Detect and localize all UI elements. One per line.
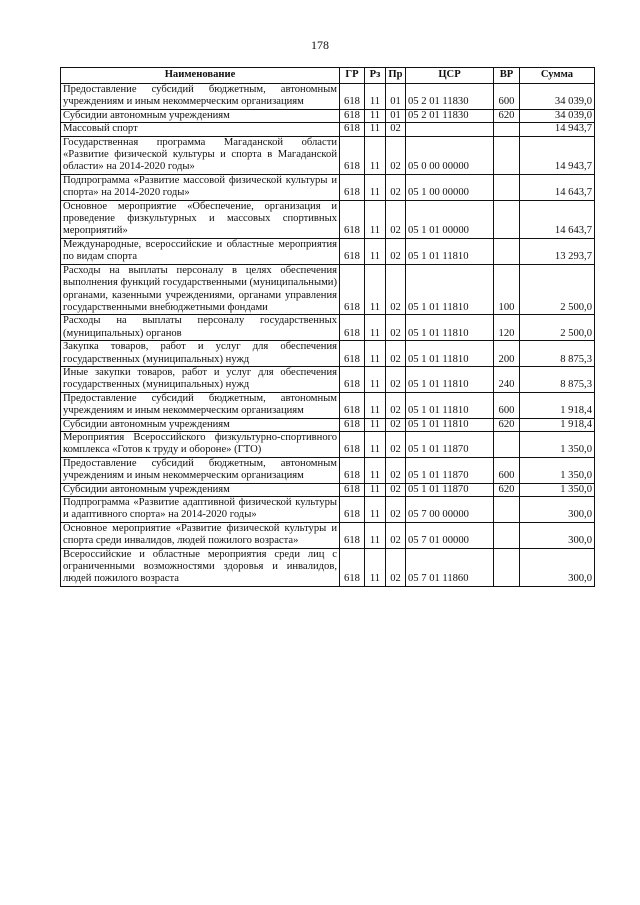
row-csr: 05 7 01 00000 <box>406 522 494 548</box>
row-pr: 01 <box>386 109 406 122</box>
table-row <box>61 84 595 110</box>
row-csr: 05 1 01 11810 <box>406 392 494 418</box>
row-pr: 02 <box>386 497 406 523</box>
row-csr: 05 1 01 11810 <box>406 238 494 264</box>
row-sum: 34 039,0 <box>520 84 595 110</box>
table-row <box>61 123 595 136</box>
row-gr: 618 <box>340 341 365 367</box>
row-rz: 11 <box>365 264 386 315</box>
header-sum: Сумма <box>520 68 595 84</box>
row-csr: 05 1 01 00000 <box>406 200 494 238</box>
row-pr: 02 <box>386 457 406 483</box>
row-name: Международные, всероссийские и областные мероприятия по видам спорта <box>61 238 340 264</box>
row-csr: 05 1 01 11870 <box>406 483 494 496</box>
row-sum: 8 875,3 <box>520 341 595 367</box>
row-vr: 200 <box>494 341 520 367</box>
row-name: Основное мероприятие «Развитие физической культуры и спорта среди инвалидов, людей пожилого возраста» <box>61 522 340 548</box>
row-gr: 618 <box>340 431 365 457</box>
row-rz: 11 <box>365 522 386 548</box>
row-rz: 11 <box>365 418 386 431</box>
row-rz: 11 <box>365 174 386 200</box>
row-sum: 1 918,4 <box>520 392 595 418</box>
row-pr: 02 <box>386 136 406 174</box>
row-name: Подпрограмма «Развитие адаптивной физической культуры и адаптивного спорта» на 2014-2020 годы» <box>61 497 340 523</box>
table-body <box>61 84 595 587</box>
row-pr: 02 <box>386 238 406 264</box>
table-row <box>61 109 595 122</box>
table-row <box>61 136 595 174</box>
row-vr: 120 <box>494 315 520 341</box>
table-row <box>61 341 595 367</box>
row-csr: 05 1 01 11810 <box>406 264 494 315</box>
row-sum: 300,0 <box>520 497 595 523</box>
row-csr <box>406 123 494 136</box>
row-csr: 05 1 01 11810 <box>406 315 494 341</box>
row-csr: 05 2 01 11830 <box>406 84 494 110</box>
row-pr: 02 <box>386 174 406 200</box>
row-vr: 600 <box>494 457 520 483</box>
row-name: Расходы на выплаты персоналу в целях обеспечения выполнения функций государственными (муниципальными) органами, казенными учреждениями, органами управления государственными внебюджетными фондами <box>61 264 340 315</box>
table-row <box>61 315 595 341</box>
row-name: Предоставление субсидий бюджетным, автономным учреждениям и иным некоммерческим организациям <box>61 84 340 110</box>
row-csr: 05 1 01 11810 <box>406 418 494 431</box>
row-gr: 618 <box>340 174 365 200</box>
row-pr: 02 <box>386 522 406 548</box>
table-row <box>61 483 595 496</box>
row-pr: 02 <box>386 123 406 136</box>
header-gr: ГР <box>340 68 365 84</box>
header-csr: ЦСР <box>406 68 494 84</box>
row-name: Основное мероприятие «Обеспечение, организация и проведение физкультурных и массовых спортивных мероприятий» <box>61 200 340 238</box>
row-pr: 02 <box>386 264 406 315</box>
row-gr: 618 <box>340 84 365 110</box>
row-name: Расходы на выплаты персоналу государственных (муниципальных) органов <box>61 315 340 341</box>
table-row <box>61 457 595 483</box>
row-gr: 618 <box>340 366 365 392</box>
row-vr <box>494 136 520 174</box>
row-vr: 100 <box>494 264 520 315</box>
row-rz: 11 <box>365 238 386 264</box>
row-name: Субсидии автономным учреждениям <box>61 418 340 431</box>
table-row <box>61 238 595 264</box>
row-sum: 1 350,0 <box>520 483 595 496</box>
row-pr: 02 <box>386 431 406 457</box>
row-gr: 618 <box>340 136 365 174</box>
row-gr: 618 <box>340 497 365 523</box>
row-vr: 240 <box>494 366 520 392</box>
table-row <box>61 431 595 457</box>
row-vr <box>494 123 520 136</box>
row-name: Субсидии автономным учреждениям <box>61 483 340 496</box>
row-sum: 2 500,0 <box>520 264 595 315</box>
row-pr: 02 <box>386 315 406 341</box>
row-gr: 618 <box>340 457 365 483</box>
row-gr: 618 <box>340 483 365 496</box>
header-pr: Пр <box>386 68 406 84</box>
row-sum: 14 643,7 <box>520 200 595 238</box>
row-vr: 620 <box>494 418 520 431</box>
header-rz: Рз <box>365 68 386 84</box>
row-gr: 618 <box>340 522 365 548</box>
row-csr: 05 7 00 00000 <box>406 497 494 523</box>
table-row <box>61 366 595 392</box>
table-row <box>61 418 595 431</box>
page-number: 178 <box>311 38 329 52</box>
row-gr: 618 <box>340 238 365 264</box>
row-gr: 618 <box>340 548 365 586</box>
table-row <box>61 264 595 315</box>
row-vr <box>494 238 520 264</box>
row-vr <box>494 200 520 238</box>
row-sum: 300,0 <box>520 548 595 586</box>
row-name: Закупка товаров, работ и услуг для обеспечения государственных (муниципальных) нужд <box>61 341 340 367</box>
row-pr: 02 <box>386 366 406 392</box>
row-pr: 02 <box>386 418 406 431</box>
row-gr: 618 <box>340 418 365 431</box>
header-name: Наименование <box>61 68 340 84</box>
row-name: Предоставление субсидий бюджетным, автономным учреждениям и иным некоммерческим организациям <box>61 392 340 418</box>
row-rz: 11 <box>365 315 386 341</box>
row-name: Всероссийские и областные мероприятия среди лиц с ограниченными возможностями здоровья и инвалидов, людей пожилого возраста <box>61 548 340 586</box>
row-gr: 618 <box>340 264 365 315</box>
row-sum: 1 350,0 <box>520 457 595 483</box>
row-rz: 11 <box>365 123 386 136</box>
row-name: Иные закупки товаров, работ и услуг для обеспечения государственных (муниципальных) нужд <box>61 366 340 392</box>
row-rz: 11 <box>365 548 386 586</box>
row-name: Подпрограмма «Развитие массовой физической культуры и спорта» на 2014-2020 годы» <box>61 174 340 200</box>
row-vr: 600 <box>494 84 520 110</box>
row-csr: 05 0 00 00000 <box>406 136 494 174</box>
row-name: Государственная программа Магаданской области «Развитие физической культуры и спорта в Магаданской области» на 2014-2020 годы» <box>61 136 340 174</box>
table-row <box>61 497 595 523</box>
row-vr <box>494 522 520 548</box>
row-sum: 14 643,7 <box>520 174 595 200</box>
row-rz: 11 <box>365 84 386 110</box>
row-name: Массовый спорт <box>61 123 340 136</box>
row-gr: 618 <box>340 123 365 136</box>
row-sum: 1 918,4 <box>520 418 595 431</box>
row-csr: 05 1 00 00000 <box>406 174 494 200</box>
table-row <box>61 522 595 548</box>
row-gr: 618 <box>340 109 365 122</box>
row-rz: 11 <box>365 457 386 483</box>
header-vr: ВР <box>494 68 520 84</box>
row-sum: 1 350,0 <box>520 431 595 457</box>
row-name: Субсидии автономным учреждениям <box>61 109 340 122</box>
row-vr <box>494 431 520 457</box>
row-sum: 8 875,3 <box>520 366 595 392</box>
row-sum: 2 500,0 <box>520 315 595 341</box>
row-rz: 11 <box>365 392 386 418</box>
row-vr: 620 <box>494 483 520 496</box>
row-csr: 05 1 01 11870 <box>406 431 494 457</box>
row-vr <box>494 497 520 523</box>
row-vr: 620 <box>494 109 520 122</box>
row-csr: 05 2 01 11830 <box>406 109 494 122</box>
table-header-row <box>61 68 595 84</box>
row-rz: 11 <box>365 200 386 238</box>
row-csr: 05 1 01 11810 <box>406 366 494 392</box>
row-sum: 13 293,7 <box>520 238 595 264</box>
row-pr: 02 <box>386 341 406 367</box>
row-rz: 11 <box>365 341 386 367</box>
row-csr: 05 7 01 11860 <box>406 548 494 586</box>
row-sum: 14 943,7 <box>520 123 595 136</box>
row-rz: 11 <box>365 497 386 523</box>
row-rz: 11 <box>365 366 386 392</box>
row-name: Мероприятия Всероссийского физкультурно-спортивного комплекса «Готов к труду и обороне» (ГТО) <box>61 431 340 457</box>
row-pr: 02 <box>386 200 406 238</box>
row-rz: 11 <box>365 483 386 496</box>
row-pr: 02 <box>386 483 406 496</box>
row-vr <box>494 548 520 586</box>
row-sum: 34 039,0 <box>520 109 595 122</box>
row-rz: 11 <box>365 431 386 457</box>
row-csr: 05 1 01 11870 <box>406 457 494 483</box>
row-gr: 618 <box>340 392 365 418</box>
table-row <box>61 174 595 200</box>
budget-table <box>60 67 595 587</box>
row-vr <box>494 174 520 200</box>
row-pr: 02 <box>386 392 406 418</box>
row-rz: 11 <box>365 136 386 174</box>
row-sum: 14 943,7 <box>520 136 595 174</box>
table-row <box>61 200 595 238</box>
row-sum: 300,0 <box>520 522 595 548</box>
row-rz: 11 <box>365 109 386 122</box>
row-pr: 02 <box>386 548 406 586</box>
row-pr: 01 <box>386 84 406 110</box>
row-gr: 618 <box>340 200 365 238</box>
row-csr: 05 1 01 11810 <box>406 341 494 367</box>
row-gr: 618 <box>340 315 365 341</box>
table-row <box>61 548 595 586</box>
table-row <box>61 392 595 418</box>
row-vr: 600 <box>494 392 520 418</box>
row-name: Предоставление субсидий бюджетным, автономным учреждениям и иным некоммерческим организациям <box>61 457 340 483</box>
